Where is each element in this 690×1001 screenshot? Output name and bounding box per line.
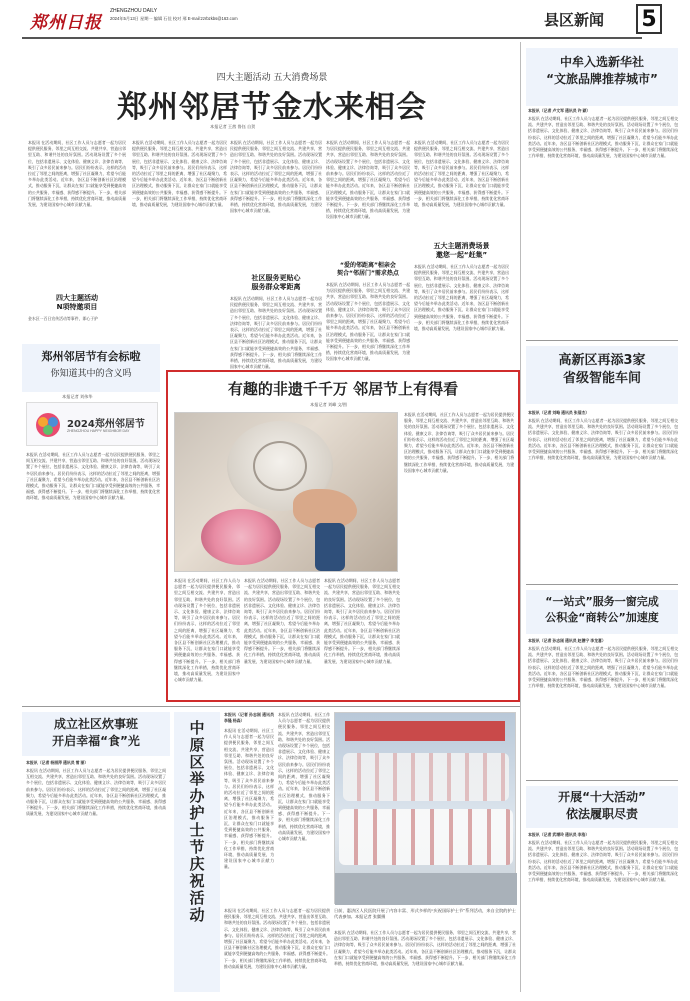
masthead <box>0 0 690 42</box>
masthead-logo-en: ZHENGZHOU DAILY <box>110 8 158 14</box>
feature-col-c: 本报讯 在活动期间，社区工作人员与志愿者一起为居民提供便民服务，邻里之间互相交流、共建共享，营造出邻里互助、和谐共处的良好氛围。活动现场设置了多个展位，包括非遗展示、文化体验、健康义诊、法律咨询等，吸引了众多居民前来参与。居民们纷纷表示，这样的活动拉近了邻里之间的距离，增强了社区凝聚力，希望今后能多举办此类活动。近年来，各区县不断创新社区治理模式，推动服务下沉，让群众在家门口就能享受到便捷高效的公共服务，幸福感、获得感不断提升。下一步，相关部门将继续深化工作举措，持续优化营商环境，推动高质量发展，为建设国家中心城市贡献力量。 <box>324 579 400 664</box>
page-number: 5 <box>641 6 657 32</box>
section-label: 县区新闻 <box>544 11 605 29</box>
feature-photo <box>174 412 398 572</box>
bottom-left-body: 本报讯 在活动期间，社区工作人员与志愿者一起为居民提供便民服务，邻里之间互相交流、共建共享，营造出邻里互助、和谐共处的良好氛围。活动现场设置了多个展位，包括非遗展示、文化体验、健康义诊、法律咨询等，吸引了众多居民前来参与。居民们纷纷表示，这样的活动拉近了邻里之间的距离，增强了社区凝聚力，希望今后能多举办此类活动。近年来，各区县不断创新社区治理模式，推动服务下沉，让群众在家门口就能享受到便捷高效的公共服务，幸福感、获得感不断提升。下一步，相关部门将继续深化工作举措，持续优化营商环境，推动高质量发展，为建设国家中心城市贡献力量。 <box>26 769 166 817</box>
right3-body: 本报讯 在活动期间，社区工作人员与志愿者一起为居民提供便民服务，邻里之间互相交流、共建共享，营造出邻里互助、和谐共处的良好氛围。活动现场设置了多个展位，包括非遗展示、文化体验、健康义诊、法律咨询等，吸引了众多居民前来参与。居民们纷纷表示，这样的活动拉近了邻里之间的距离，增强了社区凝聚力，希望今后能多举办此类活动。近年来，各区县不断创新社区治理模式，推动服务下沉，让群众在家门口就能享受到便捷高效的公共服务，幸福感、获得感不断提升。下一步，相关部门将继续深化工作举措，持续优化营商环境，推动高质量发展，为建设国家中心城市贡献力量。 <box>528 647 678 689</box>
feature-col-a: 本报讯 在活动期间，社区工作人员与志愿者一起为居民提供便民服务，邻里之间互相交流、共建共享，营造出邻里互助、和谐共处的良好氛围。活动现场设置了多个展位，包括非遗展示、文化体验、健康义诊、法律咨询等，吸引了众多居民前来参与。居民们纷纷表示，这样的活动拉近了邻里之间的距离，增强了社区凝聚力，希望今后能多举办此类活动。近年来，各区县不断创新社区治理模式，推动服务下沉，让群众在家门口就能享受到便捷高效的公共服务，幸福感、获得感不断提升。下一步，相关部门将继续深化工作举措，持续优化营商环境，推动高质量发展，为建设国家中心城市贡献力量。 <box>174 579 240 683</box>
lead-note: 金水区一百日宣传活动等事件，即心于护 <box>28 317 99 321</box>
lead-col-4b: 本报讯 在活动期间，社区工作人员与志愿者一起为居民提供便民服务，邻里之间互相交流、共建共享，营造出邻里互助、和谐共处的良好氛围。活动现场设置了多个展位，包括非遗展示、文化体验、健康义诊、法律咨询等，吸引了众多居民前来参与。居民们纷纷表示，这样的活动拉近了邻里之间的距离，增强了社区凝聚力，希望今后能多举办此类活动。近年来，各区县不断创新社区治理模式，推动服务下沉，让群众在家门口就能享受到便捷高效的公共服务，幸福感、获得感不断提升。下一步，相关部门将继续深化工作举措，持续优化营商环境，推动高质量发展，为建设国家中心城市贡献力量。 <box>326 283 410 362</box>
bottom-left-title: 成立社区炊事班 开启幸福“食”光 <box>52 717 140 748</box>
lead-subhead-3: “爱的邻距离”相亲会 契合“邻居门”需求热点 <box>337 262 399 277</box>
bottom-mid-col-2: 本报讯 在活动期间，社区工作人员与志愿者一起为居民提供便民服务，邻里之间互相交流、共建共享，营造出邻里互助、和谐共处的良好氛围。活动现场设置了多个展位，包括非遗展示、文化体验、健康义诊、法律咨询等，吸引了众多居民前来参与。居民们纷纷表示，这样的活动拉近了邻里之间的距离，增强了社区凝聚力，希望今后能多举办此类活动。近年来，各区县不断创新社区治理模式，推动服务下沉，让群众在家门口就能享受到便捷高效的公共服务，幸福感、获得感不断提升。下一步，相关部门将继续深化工作举措，持续优化营商环境，推动高质量发展，为建设国家中心城市贡献力量。 <box>278 713 330 842</box>
event-logo-en: ZHENGZHOU HAPPY NEIGHBOR DAY <box>67 429 130 433</box>
photo-pattern <box>253 441 307 491</box>
photo-flower <box>201 509 281 565</box>
nurse-row-1 <box>343 753 509 801</box>
masthead-rule <box>22 37 642 39</box>
col-divider <box>520 42 521 992</box>
bottom-mid-byline: 本报讯（记者 孙志刚 通讯员 李隆 杨森） <box>224 713 274 724</box>
nurse-photo <box>334 712 516 904</box>
right3-title: “一站式”服务一窗完成 公积金“商转公”加速度 <box>545 595 659 624</box>
bottom-rule <box>22 706 520 707</box>
lead-subhead-4: 五大主题消费场景 邀您一起“赶集” <box>433 242 490 259</box>
bottom-mid-col-3: 本报讯 在活动期间，社区工作人员与志愿者一起为居民提供便民服务，邻里之间互相交流、共建共享，营造出邻里互助、和谐共处的良好氛围。活动现场设置了多个展位，包括非遗展示、文化体验、健康义诊、法律咨询等，吸引了众多居民前来参与。居民们纷纷表示，这样的活动拉近了邻里之间的距离，增强了社区凝聚力，希望今后能多举办此类活动。近年来，各区县不断创新社区治理模式，推动服务下沉，让群众在家门口就能享受到便捷高效的公共服务，幸福感、获得感不断提升。下一步，相关部门将继续深化工作举措，持续优化营商环境，推动高质量发展，为建设国家中心城市贡献力量。 <box>224 909 330 969</box>
bottom-right-body: 本报讯 在活动期间，社区工作人员与志愿者一起为居民提供便民服务，邻里之间互相交流、共建共享，营造出邻里互助、和谐共处的良好氛围。活动现场设置了多个展位，包括非遗展示、文化体验、健康义诊、法律咨询等，吸引了众多居民前来参与。居民们纷纷表示，这样的活动拉近了邻里之间的距离，增强了社区凝聚力，希望今后能多举办此类活动。近年来，各区县不断创新社区治理模式，推动服务下沉，让群众在家门口就能享受到便捷高效的公共服务，幸福感、获得感不断提升。下一步，相关部门将继续深化工作举措，持续优化营商环境，推动高质量发展，为建设国家中心城市贡献力量。 <box>528 841 678 883</box>
bottom-mid-col-1: 本报讯 在活动期间，社区工作人员与志愿者一起为居民提供便民服务，邻里之间互相交流、共建共享，营造出邻里互助、和谐共处的良好氛围。活动现场设置了多个展位，包括非遗展示、文化体验、健康义诊、法律咨询等，吸引了众多居民前来参与。居民们纷纷表示，这样的活动拉近了邻里之间的距离，增强了社区凝聚力，希望今后能多举办此类活动。近年来，各区县不断创新社区治理模式，推动服务下沉，让群众在家门口就能享受到便捷高效的公共服务，幸福感、获得感不断提升。下一步，相关部门将继续深化工作举措，持续优化营商环境，推动高质量发展，为建设国家中心城市贡献力量。 <box>224 729 274 870</box>
bottom-right-title: 开展“十大活动” 依法履职尽责 <box>558 790 646 821</box>
lead-col-5b: 本报讯 在活动期间，社区工作人员与志愿者一起为居民提供便民服务，邻里之间互相交流、共建共享，营造出邻里互助、和谐共处的良好氛围。活动现场设置了多个展位，包括非遗展示、文化体验、健康义诊、法律咨询等，吸引了众多居民前来参与。居民们纷纷表示，这样的活动拉近了邻里之间的距离，增强了社区凝聚力，希望今后能多举办此类活动。近年来，各区县不断创新社区治理模式，推动服务下沉，让群众在家门口就能享受到便捷高效的公共服务，幸福感、获得感不断提升。下一步，相关部门将继续深化工作举措，持续优化营商环境，推动高质量发展，为建设国家中心城市贡献力量。 <box>414 265 509 332</box>
nurse-floor <box>335 873 517 905</box>
right-rule-1 <box>526 340 678 341</box>
bottom-left-header <box>22 712 170 756</box>
page-number-box <box>636 4 662 34</box>
mid-subtitle: 你知道其中的含义吗 <box>50 369 132 379</box>
mid-title: 郑州邻居节有会标啦 <box>41 350 141 363</box>
lead-byline: 本报记者 王茜 鲁钰 自贺 <box>210 124 256 129</box>
feature-title: 有趣的非遗千千万 邻居节上有得看 <box>227 380 459 398</box>
right-rule-2 <box>526 584 678 585</box>
feature-col-right: 本报讯 在活动期间，社区工作人员与志愿者一起为居民提供便民服务，邻里之间互相交流、共建共享，营造出邻里互助、和谐共处的良好氛围。活动现场设置了多个展位，包括非遗展示、文化体验、健康义诊、法律咨询等，吸引了众多居民前来参与。居民们纷纷表示，这样的活动拉近了邻里之间的距离，增强了社区凝聚力，希望今后能多举办此类活动。近年来，各区县不断创新社区治理模式，推动服务下沉，让群众在家门口就能享受到便捷高效的公共服务，幸福感、获得感不断提升。下一步，相关部门将继续深化工作举措，持续优化营商环境，推动高质量发展，为建设国家中心城市贡献力量。 <box>404 413 514 473</box>
bottom-mid-title-box <box>174 712 220 992</box>
feature-col-b: 本报讯 在活动期间，社区工作人员与志愿者一起为居民提供便民服务，邻里之间互相交流、共建共享，营造出邻里互助、和谐共处的良好氛围。活动现场设置了多个展位，包括非遗展示、文化体验、健康义诊、法律咨询等，吸引了众多居民前来参与。居民们纷纷表示，这样的活动拉近了邻里之间的距离，增强了社区凝聚力，希望今后能多举办此类活动。近年来，各区县不断创新社区治理模式，推动服务下沉，让群众在家门口就能享受到便捷高效的公共服务，幸福感、获得感不断提升。下一步，相关部门将继续深化工作举措，持续优化营商环境，推动高质量发展，为建设国家中心城市贡献力量。 <box>244 579 320 664</box>
bottom-mid-col-4: 本报讯 在活动期间，社区工作人员与志愿者一起为居民提供便民服务，邻里之间互相交流、共建共享，营造出邻里互助、和谐共处的良好氛围。活动现场设置了多个展位，包括非遗展示、文化体验、健康义诊、法律咨询等，吸引了众多居民前来参与。居民们纷纷表示，这样的活动拉近了邻里之间的距离，增强了社区凝聚力，希望今后能多举办此类活动。近年来，各区县不断创新社区治理模式，推动服务下沉，让群众在家门口就能享受到便捷高效的公共服务，幸福感、获得感不断提升。下一步，相关部门将继续深化工作举措，持续优化营商环境，推动高质量发展，为建设国家中心城市贡献力量。 <box>334 931 516 967</box>
lead-col-1: 本报讯 在活动期间，社区工作人员与志愿者一起为居民提供便民服务，邻里之间互相交流、共建共享，营造出邻里互助、和谐共处的良好氛围。活动现场设置了多个展位，包括非遗展示、文化体验、健康义诊、法律咨询等，吸引了众多居民前来参与。居民们纷纷表示，这样的活动拉近了邻里之间的距离，增强了社区凝聚力，希望今后能多举办此类活动。近年来，各区县不断创新社区治理模式，推动服务下沉，让群众在家门口就能享受到便捷高效的公共服务，幸福感、获得感不断提升。下一步，相关部门将继续深化工作举措，持续优化营商环境，推动高质量发展，为建设国家中心城市贡献力量。 <box>28 141 126 208</box>
lead-col-2: 本报讯 在活动期间，社区工作人员与志愿者一起为居民提供便民服务，邻里之间互相交流、共建共享，营造出邻里互助、和谐共处的良好氛围。活动现场设置了多个展位，包括非遗展示、文化体验、健康义诊、法律咨询等，吸引了众多居民前来参与。居民们纷纷表示，这样的活动拉近了邻里之间的距离，增强了社区凝聚力，希望今后能多举办此类活动。近年来，各区县不断创新社区治理模式，推动服务下沉，让群众在家门口就能享受到便捷高效的公共服务，幸福感、获得感不断提升。下一步，相关部门将继续深化工作举措，持续优化营商环境，推动高质量发展，为建设国家中心城市贡献力量。 <box>132 141 227 208</box>
right1-title: 中牟入选新华社 “文旅品牌推荐城市” <box>546 55 658 86</box>
nurse-photo-caption: 日前，惠济区人民医院开展了内容丰富、形式多样的“庆祝国际护士节”系列活动，来自全院的护士代表参加。本报记者 张翼摄 <box>334 908 516 920</box>
right2-header <box>526 346 678 404</box>
lead-kicker: 四大主题活动 五大消费场景 <box>216 73 328 83</box>
lead-col-4: 本报讯 在活动期间，社区工作人员与志愿者一起为居民提供便民服务，邻里之间互相交流、共建共享，营造出邻里互助、和谐共处的良好氛围。活动现场设置了多个展位，包括非遗展示、文化体验、健康义诊、法律咨询等，吸引了众多居民前来参与。居民们纷纷表示，这样的活动拉近了邻里之间的距离，增强了社区凝聚力，希望今后能多举办此类活动。近年来，各区县不断创新社区治理模式，推动服务下沉，让群众在家门口就能享受到便捷高效的公共服务，幸福感、获得感不断提升。下一步，相关部门将继续深化工作举措，持续优化营商环境，推动高质量发展，为建设国家中心城市贡献力量。 <box>326 141 410 220</box>
bottom-mid-title: 中原区举办护士节庆祝活动 <box>187 720 206 924</box>
photo-bottle <box>315 523 345 571</box>
right1-header <box>526 48 678 106</box>
feature-byline: 本报记者 刘峰 文/图 <box>310 402 347 407</box>
masthead-logo: 郑州日报 <box>30 13 102 33</box>
right3-byline: 本报讯（记者 孙志刚 通讯员 赵德宁 李龙喜） <box>528 639 606 643</box>
bottom-right-header <box>526 786 678 828</box>
masthead-date: 2024年5月13日 星期一 编辑 石佳 校对 邢 E-mail:zzrbzkbs@163.com <box>110 16 238 21</box>
lead-col-5: 本报讯 在活动期间，社区工作人员与志愿者一起为居民提供便民服务，邻里之间互相交流、共建共享，营造出邻里互助、和谐共处的良好氛围。活动现场设置了多个展位，包括非遗展示、文化体验、健康义诊、法律咨询等，吸引了众多居民前来参与。居民们纷纷表示，这样的活动拉近了邻里之间的距离，增强了社区凝聚力，希望今后能多举办此类活动。近年来，各区县不断创新社区治理模式，推动服务下沉，让群众在家门口就能享受到便捷高效的公共服务，幸福感、获得感不断提升。下一步，相关部门将继续深化工作举措，持续优化营商环境，推动高质量发展，为建设国家中心城市贡献力量。 <box>414 141 509 208</box>
lead-col-3b: 本报讯 在活动期间，社区工作人员与志愿者一起为居民提供便民服务，邻里之间互相交流、共建共享，营造出邻里互助、和谐共处的良好氛围。活动现场设置了多个展位，包括非遗展示、文化体验、健康义诊、法律咨询等，吸引了众多居民前来参与。居民们纷纷表示，这样的活动拉近了邻里之间的距离，增强了社区凝聚力，希望今后能多举办此类活动。近年来，各区县不断创新社区治理模式，推动服务下沉，让群众在家门口就能享受到便捷高效的公共服务，幸福感、获得感不断提升。下一步，相关部门将继续深化工作举措，持续优化营商环境，推动高质量发展，为建设国家中心城市贡献力量。 <box>230 297 322 370</box>
mid-body: 本报讯 在活动期间，社区工作人员与志愿者一起为居民提供便民服务，邻里之间互相交流、共建共享，营造出邻里互助、和谐共处的良好氛围。活动现场设置了多个展位，包括非遗展示、文化体验、健康义诊、法律咨询等，吸引了众多居民前来参与。居民们纷纷表示，这样的活动拉近了邻里之间的距离，增强了社区凝聚力，希望今后能多举办此类活动。近年来，各区县不断创新社区治理模式，推动服务下沉，让群众在家门口就能享受到便捷高效的公共服务，幸福感、获得感不断提升。下一步，相关部门将继续深化工作举措，持续优化营商环境，推动高质量发展，为建设国家中心城市贡献力量。 <box>26 453 160 501</box>
nurse-banner <box>345 721 505 741</box>
right2-byline: 本报讯（记者 刘略 通讯员 张蓓杰） <box>528 411 590 415</box>
mid-byline: 本报记者 刘伟华 <box>62 394 93 399</box>
lead-col-3: 本报讯 在活动期间，社区工作人员与志愿者一起为居民提供便民服务，邻里之间互相交流、共建共享，营造出邻里互助、和谐共处的良好氛围。活动现场设置了多个展位，包括非遗展示、文化体验、健康义诊、法律咨询等，吸引了众多居民前来参与。居民们纷纷表示，这样的活动拉近了邻里之间的距离，增强了社区凝聚力，希望今后能多举办此类活动。近年来，各区县不断创新社区治理模式，推动服务下沉，让群众在家门口就能享受到便捷高效的公共服务，幸福感、获得感不断提升。下一步，相关部门将继续深化工作举措，持续优化营商环境，推动高质量发展，为建设国家中心城市贡献力量。 <box>230 141 322 214</box>
right1-byline: 本报讯（记者 卢文军 通讯员 许 颖） <box>528 109 591 113</box>
lead-title: 郑州邻居节金水来相会 <box>117 90 427 125</box>
lead-subhead-1: 四大主题活动 N项特邀项目 <box>56 294 98 311</box>
mid-header <box>22 344 160 392</box>
nurse-row-2 <box>339 809 513 865</box>
event-logo <box>26 402 158 446</box>
right3-header <box>526 590 678 634</box>
right-rule-3 <box>526 780 678 781</box>
lead-subhead-2: 社区服务更贴心 服务群众零距离 <box>251 274 301 291</box>
bottom-right-byline: 本报讯（记者 武增玲 通讯员 李浩） <box>528 833 590 837</box>
right2-body: 本报讯 在活动期间，社区工作人员与志愿者一起为居民提供便民服务，邻里之间互相交流、共建共享，营造出邻里互助、和谐共处的良好氛围。活动现场设置了多个展位，包括非遗展示、文化体验、健康义诊、法律咨询等，吸引了众多居民前来参与。居民们纷纷表示，这样的活动拉近了邻里之间的距离，增强了社区凝聚力，希望今后能多举办此类活动。近年来，各区县不断创新社区治理模式，推动服务下沉，让群众在家门口就能享受到便捷高效的公共服务，幸福感、获得感不断提升。下一步，相关部门将继续深化工作举措，持续优化营商环境，推动高质量发展，为建设国家中心城市贡献力量。 <box>528 419 678 461</box>
event-logo-mark <box>33 410 63 440</box>
right2-title: 高新区再添3家 省级智能车间 <box>558 353 646 386</box>
event-logo-text: 2024郑州邻居节 <box>67 419 145 430</box>
right1-body: 本报讯 在活动期间，社区工作人员与志愿者一起为居民提供便民服务，邻里之间互相交流、共建共享，营造出邻里互助、和谐共处的良好氛围。活动现场设置了多个展位，包括非遗展示、文化体验、健康义诊、法律咨询等，吸引了众多居民前来参与。居民们纷纷表示，这样的活动拉近了邻里之间的距离，增强了社区凝聚力，希望今后能多举办此类活动。近年来，各区县不断创新社区治理模式，推动服务下沉，让群众在家门口就能享受到便捷高效的公共服务，幸福感、获得感不断提升。下一步，相关部门将继续深化工作举措，持续优化营商环境，推动高质量发展，为建设国家中心城市贡献力量。 <box>528 117 678 159</box>
bottom-left-byline: 本报讯（记者 杨丽萍 通讯员 雪 丽） <box>26 761 89 765</box>
